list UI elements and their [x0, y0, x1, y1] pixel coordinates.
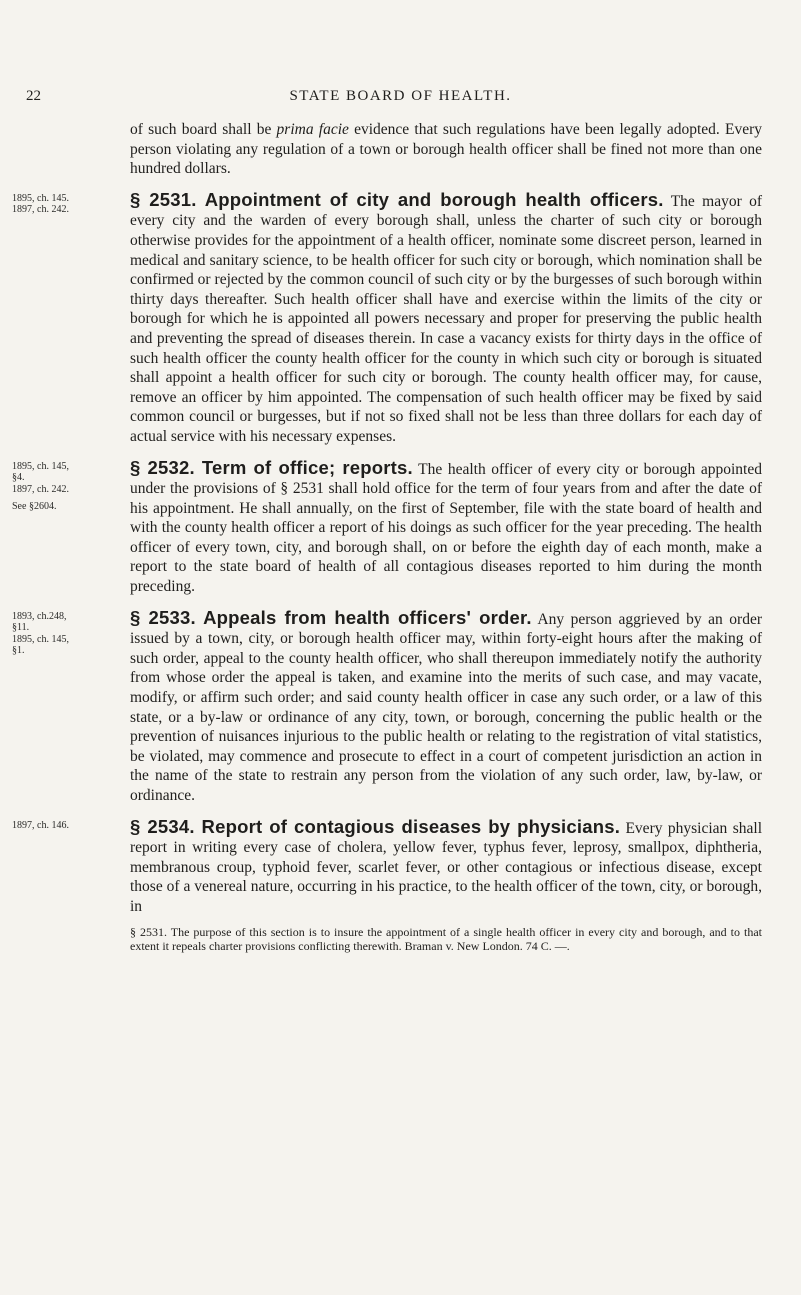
page-body: [12, 120, 762, 954]
section-heading: § 2533. Appeals from health officers' order.: [130, 606, 532, 628]
margin-note: 1897, ch. 146.: [12, 819, 69, 831]
section-2533: [12, 606, 762, 806]
margin-note: 1893, ch.248, §11. 1895, ch. 145, §1.: [12, 610, 69, 657]
section-2532: [12, 456, 762, 597]
section-heading: § 2531. Appointment of city and borough health officers.: [130, 188, 664, 210]
running-title: STATE BOARD OF HEALTH.: [289, 88, 512, 104]
margin-note: 1895, ch. 145, §4. 1897, ch. 242. See §2604.: [12, 460, 69, 512]
section-2531: [12, 188, 762, 447]
section-text: Every physician shall report in writing every case of cholera, yellow fever, typhus fever, leprosy, smallpox, diphtheria, membranous croup, typhoid fever, scarlet fever, or other contagious or infectious disease, except those of a venereal nature, occurring in his practice, to the health officer of the town, city, or borough, in: [130, 819, 762, 915]
section-text: The mayor of every city and the warden of every borough shall, unless the charter of such city or borough otherwise provides for the appointment of a health officer, nominate some discreet person, learned in medical and sanitary science, to be health officer for such city or borough, which nomination shall be confirmed or rejected by the common council of such city or by the burgesses of such borough within thirty days thereafter. Such health officer shall have and exercise within the limits of the city or borough for which he is appointed all powers necessary and proper for preserving the public health and preventing the spread of diseases therein. In case a vacancy exists for thirty days in the office of such health officer the county health officer for the county in which such city or borough is situated shall appoint a health officer for such city or borough. The county health officer may, for cause, remove an officer by him appointed. The compensation of such health officer may be fixed by said common council or burgesses, but if not so fixed shall not be less than three dollars for each day of actual service with his necessary expenses.: [130, 192, 762, 445]
section-heading: § 2534. Report of contagious diseases by physicians.: [130, 815, 621, 837]
section-heading: § 2532. Term of office; reports.: [130, 456, 413, 478]
margin-note: 1895, ch. 145. 1897, ch. 242.: [12, 192, 69, 216]
footnote: § 2531. The purpose of this section is to insure the appointment of a single health officer in every city and borough, and to that extent it repeals charter provisions conflicting therewith. Braman v. New London. 74 C. —.: [130, 924, 762, 954]
section-2534: [12, 815, 762, 917]
page-number: 22: [26, 88, 41, 104]
section-text: The health officer of every city or borough appointed under the provisions of § 2531 shall hold office for the term of four years from and after the date of his appointment. He shall annually, on the first of September, file with the state board of health and with the county health officer a report of his doings as such officer for the year preceding. The health officer of every town, city, and borough shall, on or before the eighth day of each month, make a report to the state board of health of all contagious diseases reported to him during the month preceding.: [130, 460, 762, 596]
section-text: Any person aggrieved by an order issued by a town, city, or borough health officer may, within forty-eight hours after the making of such order, appeal to the county health officer, who shall thereupon immediately notify the authority from whose order the appeal is taken, and examine into the merits of such case, and may vacate, modify, or affirm such order; and said county health officer in case any such order, or a law of this state, or a by-law or ordinance of any city, town, or borough, concerning the public health or the prevention of nuisances injurious to the public health or relating to the registration of vital statistics, be violated, may commence and prosecute to effect in a court of competent jurisdiction an action in the name of the state to restrain any person from the violation of any such order, law, by-law, or ordinance.: [130, 610, 762, 804]
lead-paragraph: of such board shall be prima facie evidence that such regulations have been legally adopted. Every person violating any regulation of a town or borough health officer shall be fined not more than one hundred dollars.: [130, 121, 762, 178]
